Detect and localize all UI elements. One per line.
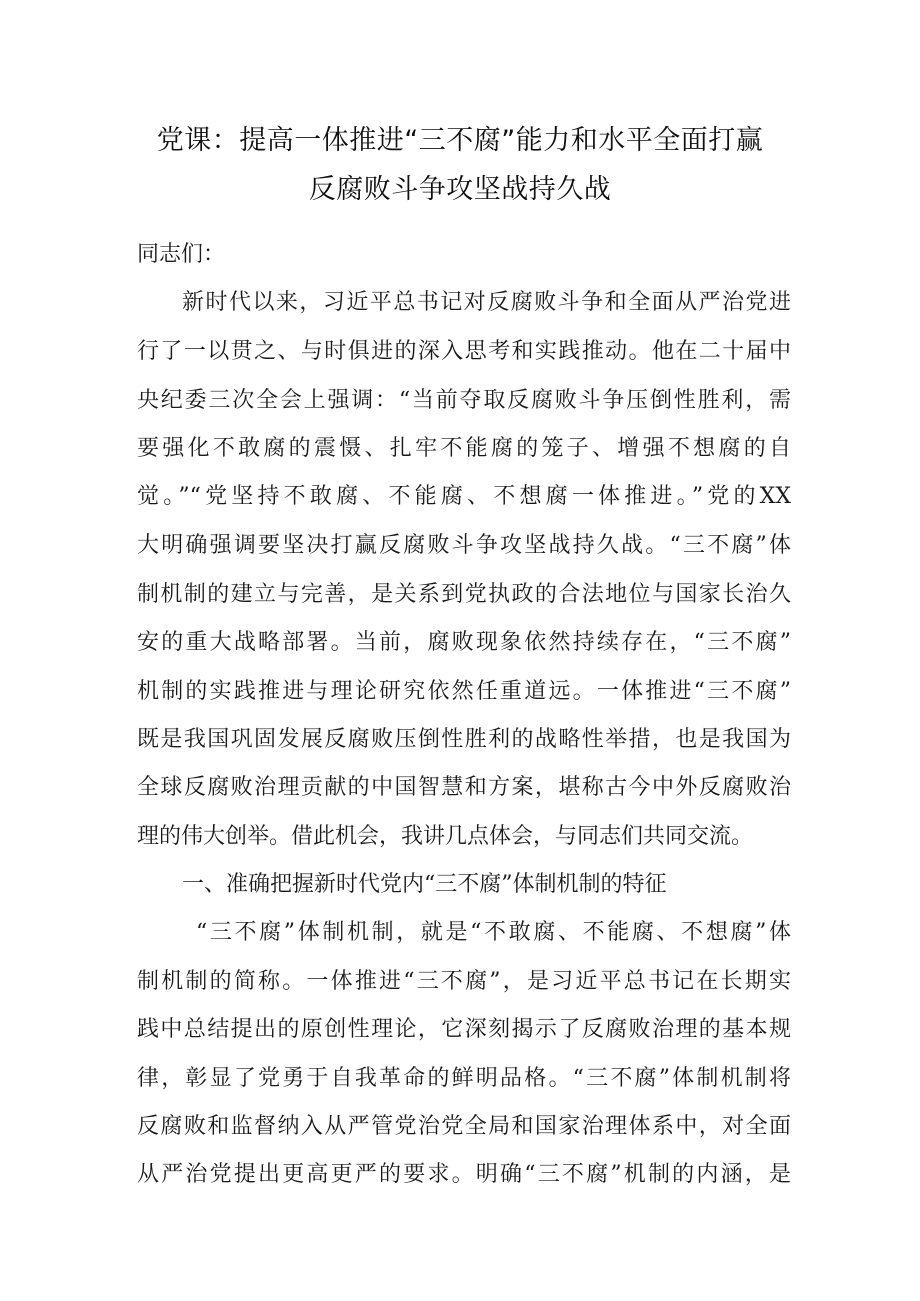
- document-title-line-1: 党课：提高一体推进“三不腐”能力和水平全面打赢: [156, 125, 764, 156]
- paragraph-2-line: “三不腐”体制机制，就是“不敢腐、不能腐、不想腐”体: [196, 920, 791, 945]
- paragraph-1-line: 觉。”“党坚持不敢腐、不能腐、不想腐一体推进。”党的XX: [137, 484, 791, 509]
- paragraph-2-line: 从严治党提出更高更严的要求。明确“三不腐”机制的内涵，是: [137, 1162, 791, 1187]
- paragraph-1-line: 制机制的建立与完善，是关系到党执政的合法地位与国家长治久: [137, 582, 791, 607]
- paragraph-1-line: 理的伟大创举。借此机会，我讲几点体会，与同志们共同交流。: [137, 824, 754, 849]
- paragraph-1-line: 机制的实践推进与理论研究依然任重道远。一体推进“三不腐”: [137, 679, 791, 704]
- paragraph-1-line: 行了一以贯之、与时俱进的深入思考和实践推动。他在二十届中: [137, 339, 791, 364]
- paragraph-1-line: 新时代以来，习近平总书记对反腐败斗争和全面从严治党进: [182, 290, 791, 315]
- paragraph-2-line: 制机制的简称。一体推进“三不腐”，是习近平总书记在长期实: [137, 969, 791, 994]
- paragraph-1-line: 既是我国巩固发展反腐败压倒性胜利的战略性举措，也是我国为: [137, 727, 791, 752]
- paragraph-1-line: 大明确强调要坚决打赢反腐败斗争攻坚战持久战。“三不腐”体: [137, 533, 791, 558]
- section-1-heading: 一、准确把握新时代党内“三不腐”体制机制的特征: [182, 872, 667, 897]
- paragraph-2-line: 反腐败和监督纳入从严管党治党全局和国家治理体系中，对全面: [137, 1114, 791, 1139]
- salutation: 同志们：: [137, 242, 226, 267]
- document-title-line-2: 反腐败斗争攻坚战持久战: [308, 174, 612, 205]
- paragraph-1-line: 央纪委三次全会上强调：“当前夺取反腐败斗争压倒性胜利，需: [137, 388, 791, 413]
- paragraph-1-line: 要强化不敢腐的震慑、扎牢不能腐的笼子、增强不想腐的自: [137, 436, 791, 461]
- paragraph-1-line: 安的重大战略部署。当前，腐败现象依然持续存在，“三不腐”: [137, 630, 791, 655]
- paragraph-2-line: 律，彰显了党勇于自我革命的鲜明品格。“三不腐”体制机制将: [137, 1066, 791, 1091]
- paragraph-1-line: 全球反腐败治理贡献的中国智慧和方案，堪称古今中外反腐败治: [137, 775, 791, 800]
- paragraph-2-line: 践中总结提出的原创性理论，它深刻揭示了反腐败治理的基本规: [137, 1017, 791, 1042]
